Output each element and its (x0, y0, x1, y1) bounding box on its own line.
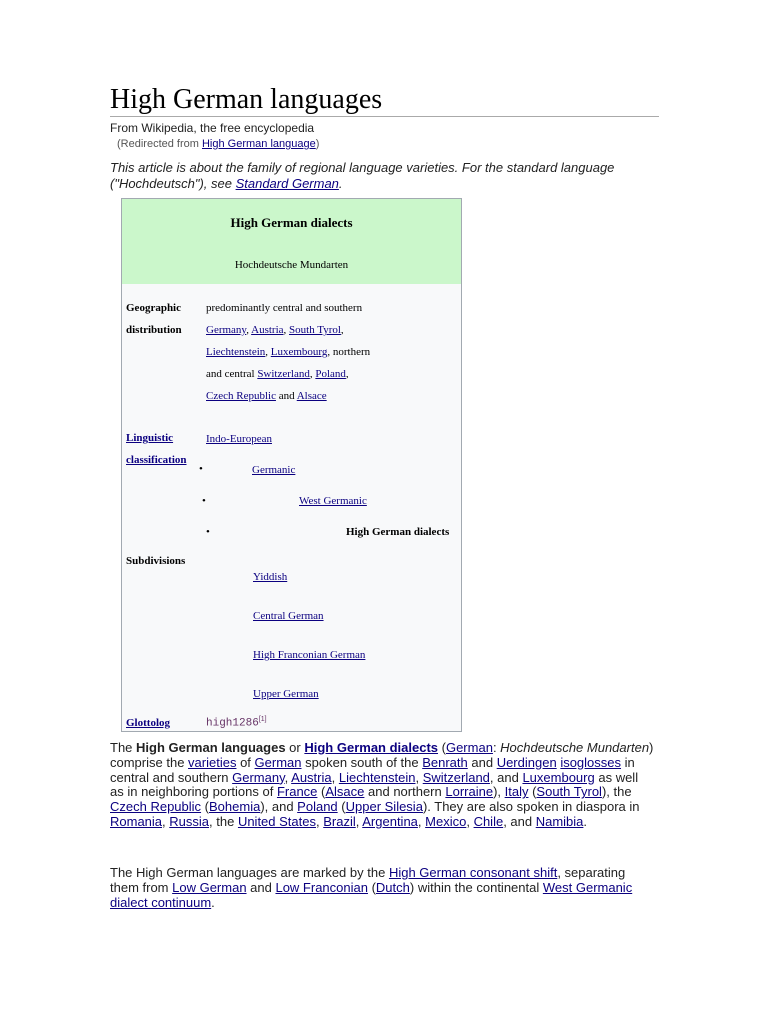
link-liechtenstein[interactable]: Liechtenstein (338, 769, 416, 785)
geo-text-1: predominantly central and southern (206, 302, 363, 314)
page-title: High German languages (110, 84, 383, 115)
geo-label-line1: Geographic (126, 302, 181, 314)
title-divider (110, 116, 659, 117)
subdivision-link-high-franconian-german[interactable]: High Franconian German (253, 649, 366, 661)
link-varieties[interactable]: varieties (188, 754, 237, 770)
link-german-2[interactable]: German (254, 754, 302, 770)
hatnote (110, 160, 655, 192)
link-dutch[interactable]: Dutch (375, 879, 410, 895)
hatnote-link-standard-german[interactable]: Standard German (235, 176, 339, 191)
redirect-notice (117, 138, 319, 150)
link-chile[interactable]: Chile (473, 813, 504, 829)
geo-text-2: , northern and central (206, 346, 371, 380)
redirect-prefix: (Redirected from (117, 138, 202, 150)
hatnote-end: . (338, 176, 343, 191)
geo-link-switzerland[interactable]: Switzerland (257, 368, 310, 380)
link-germany[interactable]: Germany (232, 769, 285, 785)
glottolog-label[interactable]: Glottolog (126, 717, 170, 729)
italic-hochdeutsche-mundarten: Hochdeutsche Mundarten (500, 740, 650, 755)
geo-link-luxembourg[interactable]: Luxembourg (270, 346, 328, 358)
link-russia[interactable]: Russia (169, 813, 210, 829)
geo-link-poland[interactable]: Poland (315, 368, 346, 380)
geo-link-germany[interactable]: Germany (206, 324, 247, 336)
link-high-german-dialects[interactable]: High German dialects (304, 740, 439, 755)
link-upper-silesia[interactable]: Upper Silesia (345, 799, 423, 815)
subdivisions-label: Subdivisions (126, 555, 186, 567)
paragraph-consonant-shift: The High German languages are marked by the High German consonant shift, separating them from Low German and Low Franconian (Dutch) within the continental West Germanic dialect continuum. (110, 865, 633, 910)
link-german[interactable]: German (445, 740, 493, 755)
subdivision-link-yiddish[interactable]: Yiddish (253, 571, 288, 583)
link-argentina[interactable]: Argentina (362, 813, 418, 829)
geo-distribution-label (126, 297, 202, 341)
classification-germanic[interactable]: Germanic (252, 464, 296, 476)
bold-high-german-languages: High German languages (136, 740, 286, 755)
infobox-title: High German dialects (230, 215, 353, 230)
link-south-tyrol[interactable]: South Tyrol (536, 784, 602, 800)
classification-west-germanic[interactable]: West Germanic (299, 495, 367, 507)
geo-label-line2: distribution (126, 324, 182, 336)
redirect-link[interactable]: High German language (201, 138, 316, 150)
geo-text-3: and (275, 390, 297, 402)
link-mexico[interactable]: Mexico (425, 813, 467, 829)
link-luxembourg[interactable]: Luxembourg (522, 769, 595, 785)
hatnote-text: This article is about the family of regional language varieties. For the standard language ("Hochdeutsch"), see (110, 160, 615, 191)
subdivision-link-upper-german[interactable]: Upper German (253, 688, 319, 700)
classification-high-german-dialects: High German dialects (346, 526, 450, 538)
link-romania[interactable]: Romania (110, 813, 163, 829)
link-dialect-continuum[interactable]: dialect continuum (110, 894, 212, 910)
geo-link-alsace[interactable]: Alsace (296, 390, 327, 402)
geo-link-liechtenstein[interactable]: Liechtenstein (206, 346, 266, 358)
infobox (121, 198, 462, 732)
link-uerdingen[interactable]: Uerdingen (496, 754, 557, 770)
link-low-franconian[interactable]: Low Franconian (275, 879, 368, 895)
paragraph-intro: The High German languages or High German dialects (German: Hochdeutsche Mundarten) comprise the varieties of German spoken south of the Benrath and Uerdingen isoglosses in central and southern Germany, Austria, Liechtenstein, Switzerland, and Luxembourg as well as in neighboring portions of France (Alsace and northern Lorraine), Italy (South Tyrol), the Czech Republic (Bohemia), and Poland (Upper Silesia). They are also spoken in diaspora in Romania, Russia, the United States, Brazil, Argentina, Mexico, Chile, and Namibia. (110, 740, 654, 829)
classification-indo-european[interactable]: Indo-European (206, 433, 272, 445)
link-low-german[interactable]: Low German (172, 879, 247, 895)
geo-link-czech-republic[interactable]: Czech Republic (206, 390, 276, 402)
link-benrath[interactable]: Benrath (422, 754, 468, 770)
classification-bullet-2: • (202, 495, 206, 507)
link-west-germanic[interactable]: West Germanic (542, 879, 633, 895)
link-czech-republic[interactable]: Czech Republic (110, 799, 202, 815)
link-lorraine[interactable]: Lorraine (445, 784, 494, 800)
link-high-german-consonant-shift[interactable]: High German consonant shift (388, 865, 558, 880)
site-tagline: From Wikipedia, the free encyclopedia (110, 121, 315, 135)
link-switzerland[interactable]: Switzerland (422, 769, 490, 785)
classification-bullet-1: • (199, 463, 203, 475)
link-poland[interactable]: Poland (297, 799, 338, 815)
classification-link-line2[interactable]: classification (126, 454, 187, 466)
geo-distribution-value: predominantly central and southern Germany, Austria, South Tyrol, Liechtenstein, Luxembourg, northern and central Switzerland, Poland, Czech Republic and Alsace (206, 302, 371, 402)
link-france[interactable]: France (276, 784, 318, 800)
classification-label (126, 427, 202, 471)
link-namibia[interactable]: Namibia (535, 813, 584, 829)
glottolog-code[interactable] (206, 716, 267, 730)
classification-bullet-3: • (206, 526, 210, 538)
link-brazil[interactable]: Brazil (323, 813, 356, 829)
glottolog-code-text[interactable]: high1286 (206, 717, 259, 730)
glottolog-ref[interactable]: [1] (258, 716, 267, 723)
infobox-native-name: Hochdeutsche Mundarten (234, 259, 349, 271)
classification-link-line1[interactable]: Linguistic (126, 432, 174, 444)
geo-link-austria[interactable]: Austria (251, 324, 284, 336)
infobox-header (122, 199, 461, 284)
link-isoglosses[interactable]: isoglosses (560, 754, 622, 770)
link-bohemia[interactable]: Bohemia (209, 799, 261, 815)
link-italy[interactable]: Italy (504, 784, 529, 800)
redirect-suffix: ) (315, 138, 320, 150)
geo-link-south-tyrol[interactable]: South Tyrol (289, 324, 341, 336)
link-alsace[interactable]: Alsace (325, 784, 365, 800)
link-united-states[interactable]: United States (237, 813, 316, 829)
subdivision-link-central-german[interactable]: Central German (253, 610, 324, 622)
link-austria[interactable]: Austria (291, 769, 332, 785)
